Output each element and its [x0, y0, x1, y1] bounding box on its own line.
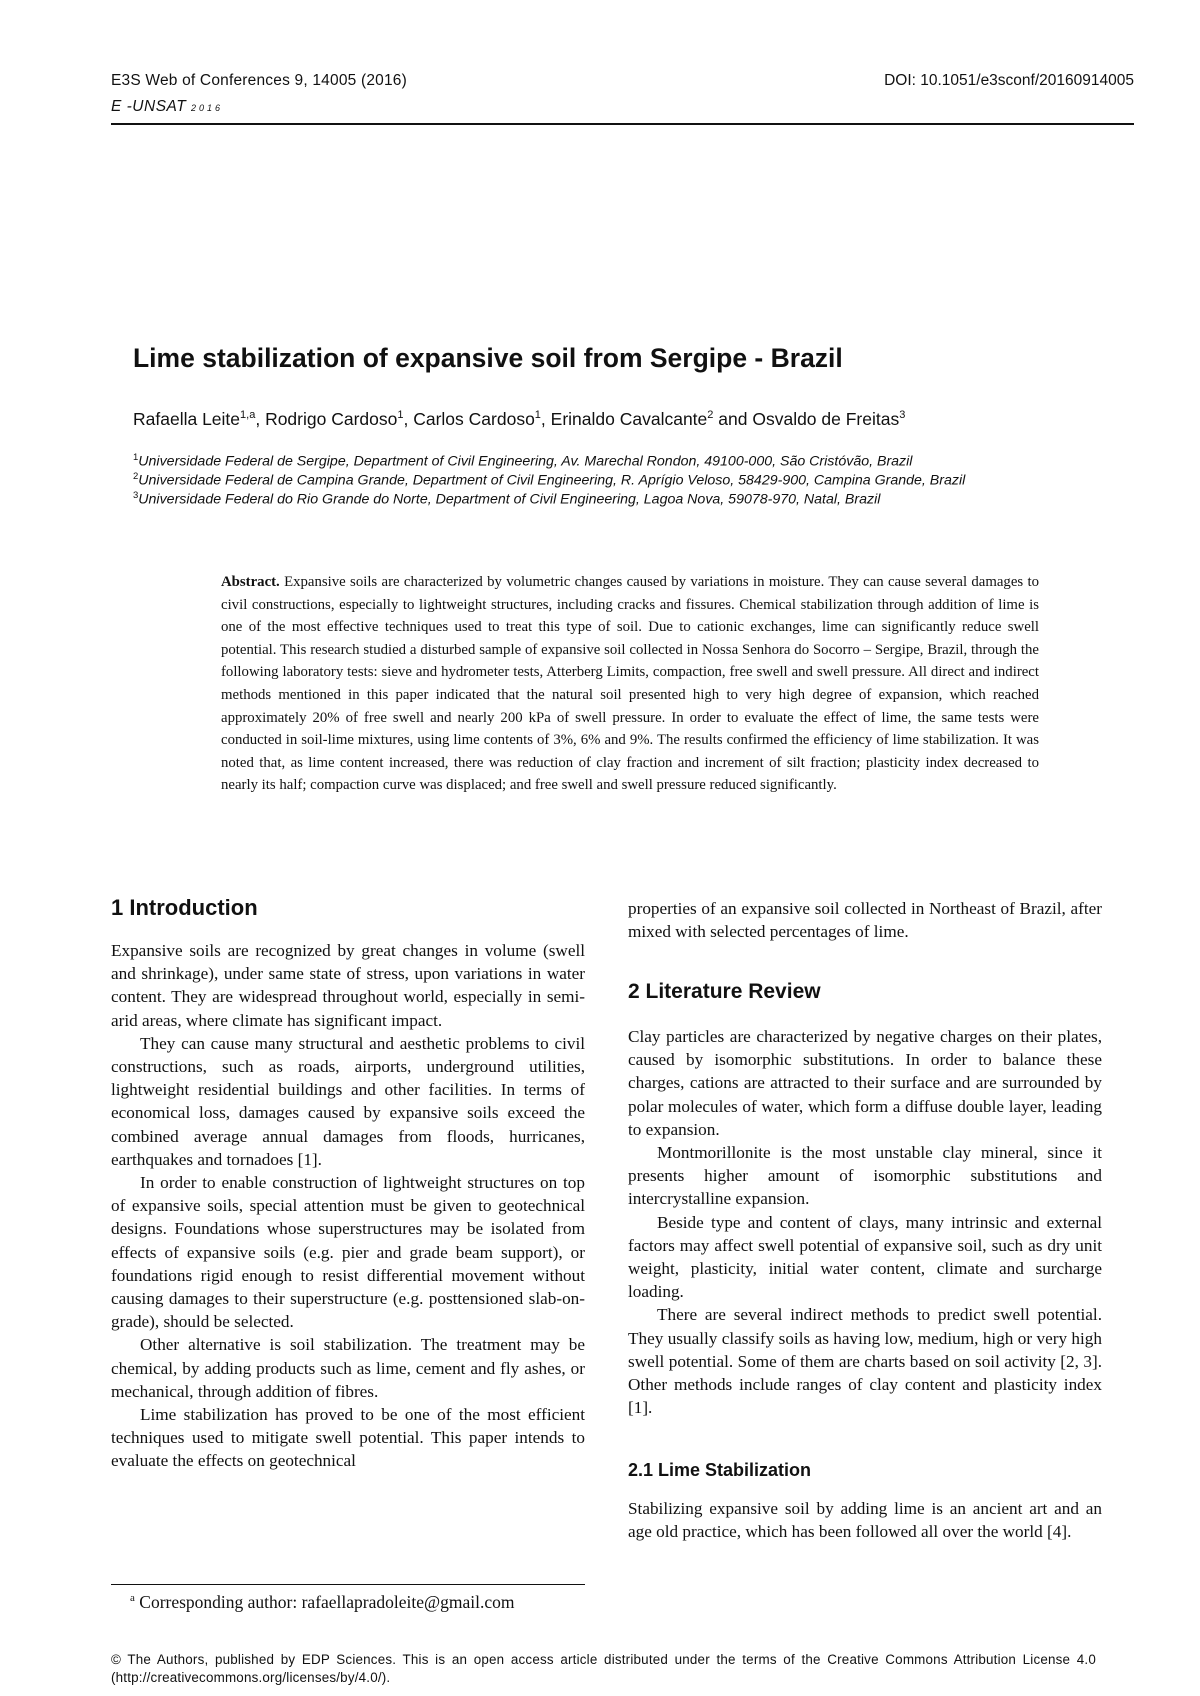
subsection-heading-lime-stabilization: 2.1 Lime Stabilization [628, 1460, 812, 1480]
author: Rafaella Leite$^{1,a}$, [133, 409, 266, 429]
paragraph: In order to enable construction of lightweight structures on top of expansive soils, special attention must be given to geotechnical designs. Foundations whose superstructures may be isolated from effects of expansive soils (e.g. pier and grade beam support), or foundations rigid enough to resist differential movement without causing damages to their superstructure (e.g. posttensioned slab-on-grade), should be selected. [111, 1173, 585, 1332]
conference-name [111, 98, 223, 116]
conference-year: 2016 [191, 103, 224, 113]
section-heading-literature-review: 2 Literature Review [628, 980, 821, 1003]
footnote [130, 1592, 515, 1613]
paragraph: There are several indirect methods to predict swell potential. They usually classify soils as having low, medium, high or very high swell potential. Some of them are charts based on soil activity [2, 3]. Other methods include ranges of clay content and plasticity index [1]. [628, 1305, 1102, 1418]
section-heading-introduction: 1 Introduction [111, 895, 258, 920]
paper-title: Lime stabilization of expansive soil from Sergipe - Brazil [133, 343, 843, 373]
doi[interactable]: DOI: 10.1051/e3sconf/20160914005 [884, 72, 1134, 89]
affiliation: $^2$Universidade Federal de Campina Grande, Department of Civil Engineering, R. Aprígio Veloso, 58429-900, Campina Grande, Brazil [133, 471, 966, 489]
intro-continued [628, 897, 1102, 943]
abstract [221, 571, 1039, 797]
paragraph: Clay particles are characterized by negative charges on their plates, caused by isomorphic substitutions. In order to balance these charges, cations are attracted to their surface and are surrounded by polar molecules of water, which form a diffuse double layer, leading to expansion. [628, 1027, 1102, 1139]
abstract-text: Expansive soils are characterized by volumetric changes caused by variations in moisture. They can cause several damages to civil constructions, especially to lightweight structures, including cracks and fissures. Chemical stabilization through addition of lime is one of the most effective techniques used to treat this type of soil. Due to cationic exchanges, lime can significantly reduce swell potential. This research studied a disturbed sample of expansive soil collected in Nossa Senhora do Socorro – Sergipe, Brazil, through the following laboratory tests: sieve and hydrometer tests, Atterberg Limits, compaction, free swell and swell pressure. All direct and indirect methods mentioned in this paper indicated that the natural soil presented high to very high degree of expansion, which reached approximately 20% of free swell and nearly 200 kPa of swell pressure. In order to evaluate the effect of lime, the same tests were conducted in soil-lime mixtures, using lime contents of 3%, 6% and 9%. The results confirmed the efficiency of lime stabilization. It was noted that, as lime content increased, there was reduction of clay fraction and increment of silt fraction; plasticity index decreased to nearly its half; compaction curve was displaced; and free swell and swell pressure reduced significantly. [221, 574, 1039, 794]
literature-review-body [628, 1025, 1102, 1419]
paragraph: properties of an expansive soil collected in Northeast of Brazil, after mixed with selected percentages of lime. [628, 899, 1102, 942]
paragraph: They can cause many structural and aesthetic problems to civil constructions, such as roads, airports, underground utilities, lightweight residential buildings and other facilities. In terms of economical loss, damages caused by expansive soils exceed the combined average annual damages from floods, hurricanes, earthquakes and tornadoes [1]. [111, 1033, 585, 1169]
lime-stabilization-body [628, 1497, 1102, 1543]
paragraph: Expansive soils are recognized by great changes in volume (swell and shrinkage), under same state of stress, upon variations in water content. They are widespread throughout world, especially in semi-arid areas, where climate has significant impact. [111, 941, 585, 1030]
journal-citation: E3S Web of Conferences 9, 14005 (2016) [111, 72, 407, 89]
affiliation: $^1$Universidade Federal de Sergipe, Department of Civil Engineering, Av. Marechal Rondon, 49100-000, São Cristóvão, Brazil [133, 452, 913, 470]
author: Erinaldo Cavalcante$^2$ and [550, 409, 753, 429]
footnote-mark: a [130, 1592, 135, 1605]
conference-prefix: E -UNSAT [111, 98, 187, 115]
affiliation: $^3$Universidade Federal do Rio Grande do Norte, Department of Civil Engineering, Lagoa Nova, 59078-970, Natal, Brazil [133, 490, 881, 508]
footnote-text: Corresponding author: rafaellapradoleite@gmail.com [139, 1592, 515, 1612]
abstract-label: Abstract. [221, 574, 280, 590]
author-list [133, 409, 905, 430]
paragraph: Lime stabilization has proved to be one of the most efficient techniques used to mitigate swell potential. This paper intends to evaluate the effects on geotechnical [111, 1405, 585, 1471]
author: Osvaldo de Freitas$^3$ [752, 409, 906, 429]
license-notice: © The Authors, published by EDP Sciences. This is an open access article distributed under the terms of the Creative Commons Attribution License 4.0 (http://creativecommons.org/licenses/by/4.0/). [111, 1652, 1096, 1685]
author: Rodrigo Cardoso$^1$, [265, 409, 414, 429]
paragraph: Beside type and content of clays, many intrinsic and external factors may affect swell potential of expansive soil, such as dry unit weight, plasticity, initial water content, climate and surcharge loading. [628, 1212, 1102, 1302]
header-rule [111, 123, 1134, 125]
paragraph: Montmorillonite is the most unstable clay mineral, since it presents higher amount of isomorphic substitutions and intercrystalline expansion. [628, 1143, 1102, 1209]
left-column [111, 939, 585, 1473]
paragraph: Other alternative is soil stabilization. The treatment may be chemical, by adding products such as lime, cement and fly ashes, or mechanical, through addition of fibres. [111, 1335, 585, 1401]
footnote-rule [111, 1584, 585, 1585]
paragraph: Stabilizing expansive soil by adding lime is an ancient art and an age old practice, which has been followed all over the world [4]. [628, 1499, 1102, 1542]
author: Carlos Cardoso$^1$, [413, 409, 551, 429]
